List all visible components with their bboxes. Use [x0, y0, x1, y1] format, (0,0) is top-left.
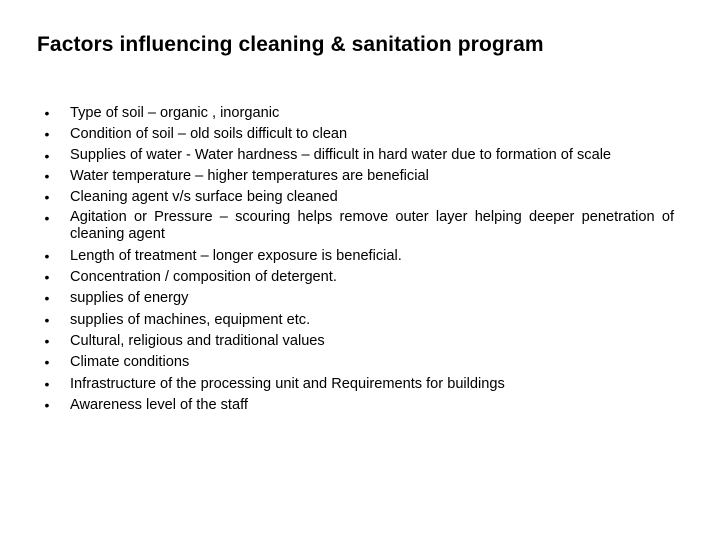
list-item-text: Water temperature – higher temperatures are beneficial — [70, 167, 429, 184]
bullet-icon: • — [44, 354, 50, 371]
list-item-text: Cultural, religious and traditional values — [70, 332, 325, 349]
list-item-text: Infrastructure of the processing unit and Requirements for buildings — [70, 375, 505, 392]
list-item — [40, 104, 674, 122]
list-item — [40, 289, 674, 307]
list-item-text: Condition of soil – old soils difficult to clean — [70, 126, 348, 143]
list-item-text: Type of soil – organic , inorganic — [70, 105, 280, 121]
list-item — [40, 332, 674, 350]
list-item-text: Supplies of water - Water hardness – difficult in hard water due to formation of scale — [70, 146, 612, 163]
bullet-icon: • — [44, 396, 50, 413]
list-item-text: supplies of machines, equipment etc. — [70, 311, 311, 328]
list-item-text: Length of treatment – longer exposure is beneficial. — [70, 247, 402, 264]
list-item — [40, 125, 674, 143]
bullet-icon: • — [44, 375, 50, 392]
bullet-icon: • — [44, 210, 50, 227]
bullet-icon: • — [44, 105, 50, 121]
list-item-text: Climate conditions — [70, 354, 190, 371]
list-item — [40, 247, 674, 265]
bullet-icon: • — [44, 126, 50, 143]
bullet-icon: • — [44, 247, 50, 264]
list-item — [40, 375, 674, 393]
list-item-text: Cleaning agent v/s surface being cleaned — [70, 189, 338, 206]
list-item — [40, 396, 674, 414]
list-item-text: supplies of energy — [70, 290, 189, 307]
bullet-icon: • — [44, 311, 50, 328]
bullet-icon: • — [44, 290, 50, 307]
bullet-icon: • — [44, 332, 50, 349]
bullet-icon: • — [44, 269, 50, 286]
list-item-text: Agitation or Pressure – scouring helps remove outer layer helping deeper penetration of cleaning agent — [70, 209, 674, 243]
list-item — [40, 353, 674, 371]
bullet-icon: • — [44, 167, 50, 184]
slide-title: Factors influencing cleaning & sanitation program — [37, 33, 544, 56]
list-item-text: Concentration / composition of detergent. — [70, 269, 337, 286]
bullet-icon: • — [44, 147, 50, 164]
list-item — [40, 188, 674, 206]
list-item-text: Awareness level of the staff — [70, 396, 248, 413]
list-item — [40, 167, 674, 185]
list-item — [40, 268, 674, 286]
list-item — [40, 311, 674, 329]
list-item — [40, 209, 674, 243]
list-item — [40, 147, 674, 164]
bullet-list — [40, 104, 674, 417]
bullet-icon: • — [44, 189, 50, 206]
